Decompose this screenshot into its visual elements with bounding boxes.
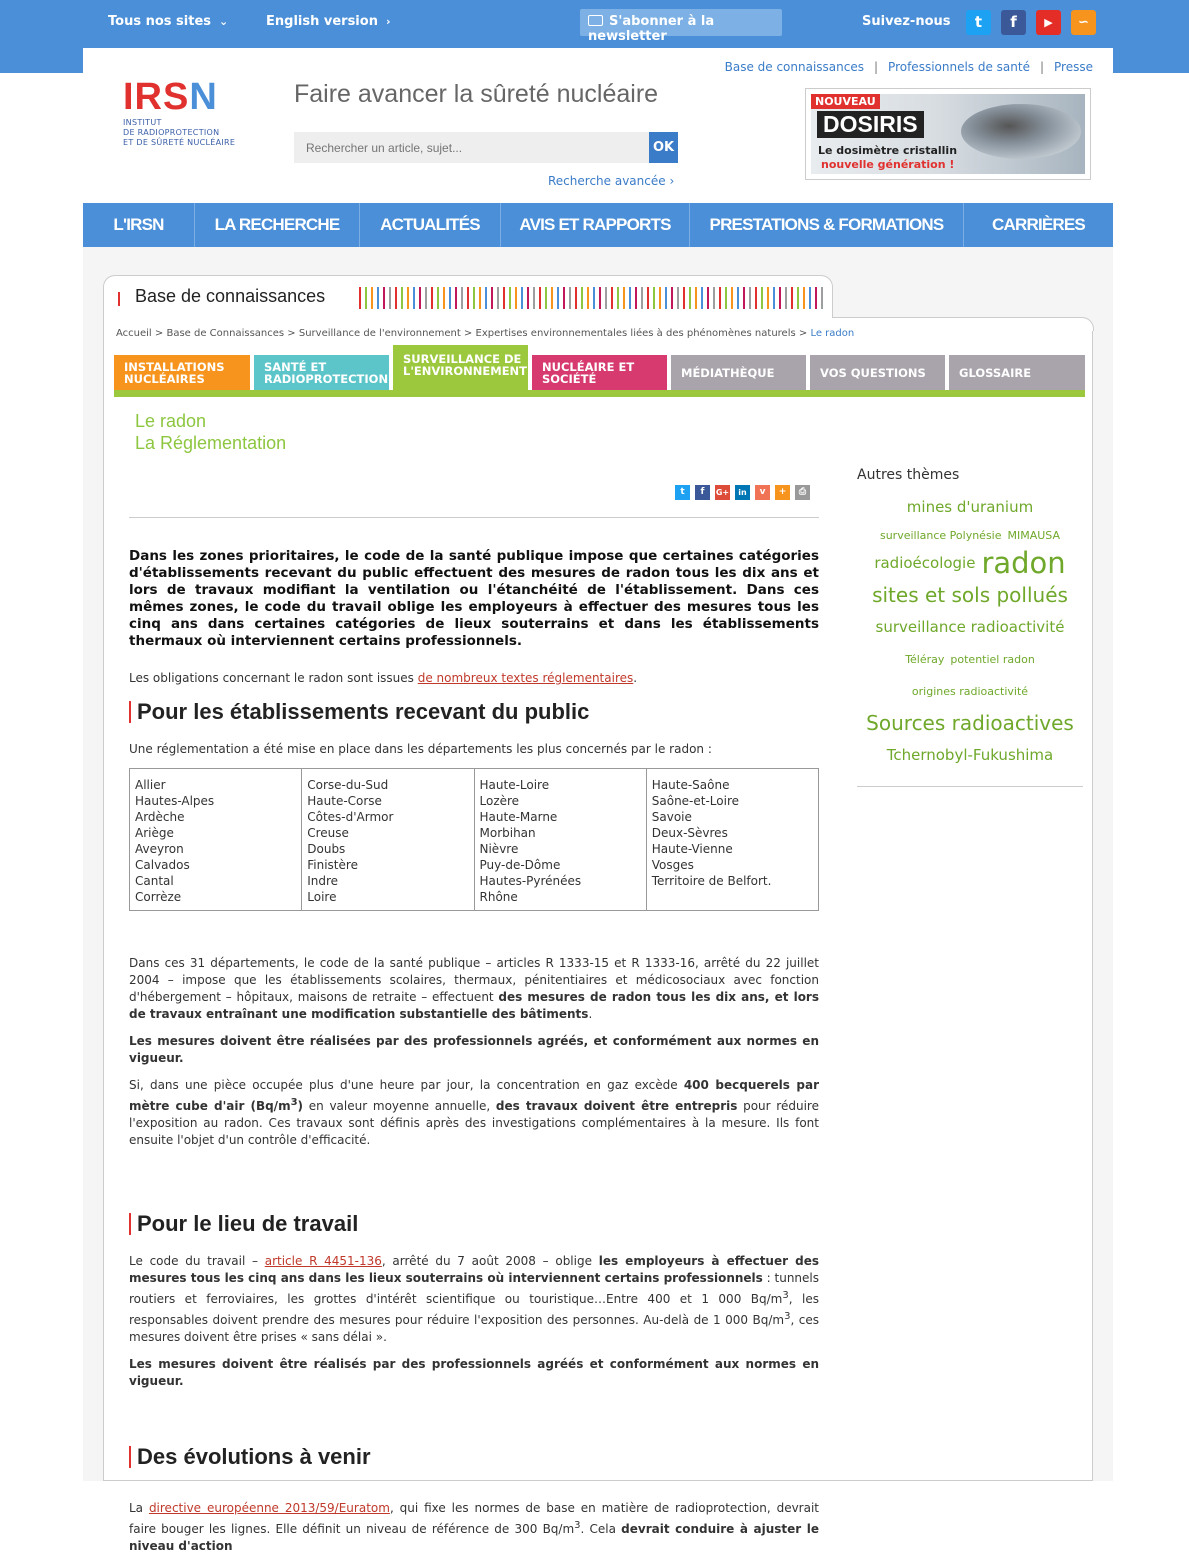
logo-letters (123, 76, 235, 118)
department-item: Puy-de-Dôme (479, 858, 561, 872)
tab-installations[interactable]: INSTALLATIONS NUCLÉAIRES (114, 355, 250, 390)
tag-row (857, 675, 1083, 707)
text: , ces mesures doivent être prises « sans délai ». (129, 1313, 819, 1344)
department-item: Allier (135, 778, 166, 792)
page-body (83, 247, 1113, 1553)
regulation-intro: Une réglementation a été mise en place dans les départements les plus concernés par le radon : (129, 742, 712, 756)
nav-prestations[interactable]: PRESTATIONS & FORMATIONS (690, 203, 964, 247)
chevron-right-icon: › (669, 174, 675, 188)
department-item: Haute-Corse (307, 794, 382, 808)
breadcrumb-home[interactable]: Accueil (116, 328, 152, 339)
rss-icon[interactable]: ∽ (1071, 10, 1096, 35)
departments-paragraph (129, 955, 819, 1023)
tag-link[interactable]: radioécologie (874, 554, 976, 572)
tag-row (857, 739, 1083, 771)
all-sites-dropdown[interactable] (108, 14, 228, 29)
top-links (725, 60, 1093, 74)
tab-underline (114, 390, 1085, 397)
breadcrumb-expertises[interactable]: Expertises environnementales liées à des phénomènes naturels (475, 328, 796, 339)
googleplus-icon[interactable]: G+ (715, 485, 730, 500)
department-item: Savoie (651, 810, 692, 824)
text: 400 becquerels par mètre cube d'air (Bq/m (129, 1078, 819, 1113)
department-item: Finistère (307, 858, 358, 872)
section-heading-future: Des évolutions à venir (129, 1446, 819, 1468)
separator: | (874, 60, 879, 74)
decorative-stripes (359, 287, 825, 309)
banner-title: DOSIRIS (817, 111, 924, 138)
text: Si, dans une pièce occupée plus d'une heure par jour, la concentration en gaz excède (129, 1078, 684, 1092)
breadcrumb-current: Le radon (810, 328, 855, 339)
text: Le code du travail – (129, 1254, 265, 1268)
future-paragraph (129, 1500, 819, 1555)
section-heading-work: Pour le lieu de travail (129, 1213, 819, 1235)
department-item: Loire (307, 890, 337, 904)
departments-column-1 (130, 769, 302, 911)
departments-column-2 (302, 769, 474, 911)
department-item: Corrèze (135, 890, 182, 904)
department-item: Haute-Marne (479, 810, 558, 824)
advanced-search-link[interactable] (548, 174, 674, 188)
department-item: Hautes-Alpes (135, 794, 215, 808)
obligations-paragraph (129, 670, 819, 687)
department-item: Rhône (479, 890, 518, 904)
department-item: Hautes-Pyrénées (479, 874, 582, 888)
article-title-line1: Le radon (135, 411, 207, 431)
tag-row (857, 491, 1083, 523)
logo-subtitle (123, 118, 235, 148)
department-item: Morbihan (479, 826, 536, 840)
text: , qui fixe les normes de base en matière de radioprotection, devrait faire bouger les lignes. Elle définit un niveau de référence de 300 Bq/m (129, 1501, 819, 1536)
nav-irsn[interactable]: L'IRSN (83, 203, 195, 247)
banner-line2: nouvelle génération ! (821, 158, 955, 171)
department-item: Doubs (307, 842, 346, 856)
superscript: 3 (574, 1520, 581, 1531)
nav-carrieres[interactable]: CARRIÈRES (992, 215, 1085, 234)
department-item: Cantal (135, 874, 174, 888)
euratom-directive-link[interactable]: directive européenne 2013/59/Euratom (148, 1501, 390, 1515)
twitter-icon[interactable]: t (675, 485, 690, 500)
youtube-icon[interactable]: ▶ (1036, 10, 1061, 35)
tab-surveillance[interactable]: SURVEILLANCE DE L'ENVIRONNEMENT (393, 345, 528, 390)
work-paragraph (129, 1253, 819, 1346)
logo-sub-line: INSTITUT (123, 118, 162, 127)
breadcrumb-surveillance[interactable]: Surveillance de l'environnement (298, 328, 461, 339)
text: . (633, 671, 638, 685)
tag-link[interactable]: origines radioactivité (911, 684, 1029, 698)
department-item: Lozère (479, 794, 520, 808)
logo-letter-n: N (189, 76, 218, 118)
text: , arrêté du 7 août 2008 – oblige (381, 1254, 599, 1268)
article-body (129, 548, 819, 1555)
dosiris-banner[interactable] (805, 88, 1091, 180)
tag-link[interactable]: Tchernobyl-Fukushima (886, 746, 1054, 764)
site-tagline: Faire avancer la sûreté nucléaire (294, 80, 659, 108)
other-themes-title: Autres thèmes (857, 467, 960, 483)
department-item: Ariège (135, 826, 174, 840)
nav-actualites[interactable]: ACTUALITÉS (360, 203, 501, 247)
tab-glossaire[interactable]: GLOSSAIRE (949, 355, 1085, 390)
facebook-icon[interactable]: f (1001, 10, 1026, 35)
text-bold: Les mesures doivent être réalisés par des professionnels agréés et conformément aux normes en vigueur. (129, 1357, 819, 1388)
breadcrumb: Accueil > Base de Connaissances > Surveillance de l'environnement > Expertises environnementales liées à des phénomènes naturels > Le radon (116, 328, 855, 339)
tag-link[interactable]: surveillance Polynésie (879, 528, 1002, 542)
divider (857, 786, 1083, 787)
tag-link[interactable]: surveillance radioactivité (875, 618, 1065, 636)
facebook-icon[interactable]: f (695, 485, 710, 500)
section-heading-public: Pour les établissements recevant du public (129, 701, 819, 723)
twitter-icon[interactable]: t (966, 10, 991, 35)
tag-row (857, 523, 1083, 547)
separator: | (1039, 60, 1045, 74)
all-sites-label: Tous nos sites (108, 14, 212, 29)
text-bold: les employeurs à effectuer des mesures tous les cinq ans dans les lieux souterrains où interviennent certains professionnels (129, 1254, 819, 1285)
text: . (588, 1007, 593, 1021)
tag-row (857, 547, 1083, 579)
page-container (83, 48, 1113, 1553)
threshold-paragraph (129, 1077, 819, 1149)
english-version-link[interactable] (266, 14, 391, 29)
irsn-logo[interactable] (123, 76, 236, 148)
departments-table (129, 768, 819, 911)
department-item: Haute-Vienne (651, 842, 733, 856)
tag-row (857, 643, 1083, 675)
share-bar (675, 485, 810, 500)
tab-sante[interactable]: SANTÉ ET RADIOPROTECTION (254, 355, 389, 390)
tag-link[interactable]: Téléray (905, 652, 945, 666)
department-item: Territoire de Belfort. (651, 874, 772, 888)
tag-link[interactable]: MIMAUSA (1007, 528, 1061, 542)
article-lead: Dans les zones prioritaires, le code de la santé publique impose que certaines catégories d'établissements recevant du public effectuent des mesures de radon tous les dix ans et lors de travaux modifiant la ventilation ou l'étanchéité de l'établissement. Dans ces mêmes zones, le code du travail oblige les employeurs à effectuer des mesures tous les cinq ans dans certaines catégories de lieux souterrains et dans les établissements thermaux où interviennent certains professionnels. (129, 548, 819, 649)
tag-row (857, 707, 1083, 739)
text: pour réduire l'exposition au radon. Ces travaux sont définis après des investigations complémentaires à la mesure. Ils font ensuite l'objet d'un contrôle d'efficacité. (129, 1099, 819, 1147)
departments-column-3 (474, 769, 646, 911)
professionals-note-2 (129, 1356, 819, 1390)
health-pros-link[interactable]: Professionnels de santé (888, 60, 1030, 74)
chevron-down-icon: ⌄ (219, 15, 229, 28)
linkedin-icon[interactable]: in (735, 485, 750, 500)
text: , les responsables doivent prendre des mesures pour réduire l'exposition des personnes. Au-delà de 1 000 Bq/m (129, 1292, 819, 1327)
text: ) (297, 1099, 304, 1113)
divider (129, 517, 819, 518)
search-submit-button[interactable]: OK (649, 132, 678, 163)
nav-recherche[interactable]: LA RECHERCHE (195, 203, 360, 247)
department-item: Aveyron (135, 842, 184, 856)
breadcrumb-kb[interactable]: Base de Connaissances (166, 328, 285, 339)
text-bold: des travaux doivent être entrepris (495, 1099, 738, 1113)
print-icon[interactable]: ⎙ (795, 485, 810, 500)
department-item: Vosges (651, 858, 694, 872)
banner-line1: Le dosimètre cristallin (818, 144, 958, 157)
tab-mediatheque[interactable]: MÉDIATHÈQUE (671, 355, 806, 390)
banner-badge: NOUVEAU (811, 94, 880, 109)
tag-row (857, 579, 1083, 611)
superscript: 3 (784, 1311, 791, 1322)
department-item: Creuse (307, 826, 349, 840)
newsletter-button[interactable] (580, 9, 782, 44)
department-item: Côtes-d'Armor (307, 810, 394, 824)
departments-column-4 (646, 769, 818, 911)
eye-illustration (961, 104, 1081, 159)
text: : tunnels routiers et ferroviaires, les grottes d'intérêt scientifique ou touristique…Entre 400 et 1 000 Bq/m (129, 1271, 819, 1306)
department-item: Deux-Sèvres (651, 826, 728, 840)
professionals-note (129, 1033, 819, 1067)
text-bold: Les mesures doivent être réalisées par des professionnels agréés, et conformément aux normes en vigueur. (129, 1034, 819, 1065)
more-icon[interactable]: + (775, 485, 790, 500)
superscript: 3 (290, 1097, 298, 1108)
press-link[interactable]: Presse (1054, 60, 1093, 74)
department-item: Haute-Saône (651, 778, 730, 792)
follow-us-label: Suivez-nous (862, 14, 951, 29)
category-tabs (114, 345, 1085, 397)
tag-link[interactable]: potentiel radon (950, 652, 1035, 666)
department-item: Nièvre (479, 842, 519, 856)
text-bold: des mesures de radon tous les dix ans, et lors de travaux entraînant une modification substantielle des bâtiments (129, 990, 819, 1021)
accent-bar (118, 292, 120, 306)
department-item: Calvados (135, 858, 190, 872)
english-version-label: English version (266, 14, 378, 29)
knowledge-base-tab (103, 275, 833, 319)
department-item: Corse-du-Sud (307, 778, 389, 792)
logo-letters-red: IRS (123, 76, 190, 118)
envelope-icon (588, 15, 603, 26)
viadeo-icon[interactable]: v (755, 485, 770, 500)
chevron-right-icon: › (385, 15, 391, 28)
advanced-search-label: Recherche avancée (548, 174, 666, 188)
search-input[interactable] (294, 132, 649, 163)
logo-sub-line: ET DE SÛRETÉ NUCLÉAIRE (123, 138, 236, 147)
tag-row (857, 611, 1083, 643)
article-title (135, 410, 286, 454)
article-title-line2: La Réglementation (135, 433, 287, 453)
sidebar (857, 467, 1083, 787)
newsletter-label: S'abonner à la newsletter (588, 14, 715, 44)
tab-vos-questions[interactable]: VOS QUESTIONS (810, 355, 945, 390)
main-nav (83, 203, 1113, 247)
department-item: Ardèche (135, 810, 185, 824)
regulatory-texts-link[interactable]: de nombreux textes réglementaires (417, 671, 634, 685)
content-panel (103, 318, 1093, 1553)
knowledge-base-link[interactable]: Base de connaissances (724, 60, 864, 74)
tag-link[interactable]: sites et sols pollués (872, 583, 1068, 607)
text: en valeur moyenne annuelle, (303, 1099, 496, 1113)
superscript: 3 (782, 1290, 789, 1301)
department-item: Saône-et-Loire (651, 794, 740, 808)
text-bold: devrait conduire à ajuster le niveau d'action (129, 1522, 819, 1553)
tag-link[interactable]: mines d'uranium (906, 498, 1034, 516)
text: . Cela (580, 1522, 622, 1536)
panel-border (833, 317, 1094, 331)
tab-nucleaire-societe[interactable]: NUCLÉAIRE ET SOCIÉTÉ (532, 355, 667, 390)
tag-link[interactable]: Sources radioactives (866, 711, 1074, 735)
nav-avis-rapports[interactable]: AVIS ET RAPPORTS (501, 203, 690, 247)
text: Les obligations concernant le radon sont issues (129, 671, 418, 685)
logo-sub-line: DE RADIOPROTECTION (123, 128, 220, 137)
banner-image (811, 94, 1085, 174)
department-item: Indre (307, 874, 339, 888)
knowledge-base-title: Base de connaissances (135, 286, 326, 306)
article-r4451-link[interactable]: article R 4451-136 (264, 1254, 382, 1268)
tag-cloud (857, 491, 1083, 771)
text: La (129, 1501, 149, 1515)
tag-link[interactable]: radon (981, 546, 1066, 580)
department-item: Haute-Loire (479, 778, 550, 792)
text: Dans ces 31 départements, le code de la santé publique – articles R 1333-15 et R 1333-16, arrêté du 22 juillet 2004 – impose que les établissements scolaires, thermaux, pénitentiaires et médicosociaux avec fonction d'hébergement – hôpitaux, maisons de retraite – effectuent (129, 956, 819, 1004)
